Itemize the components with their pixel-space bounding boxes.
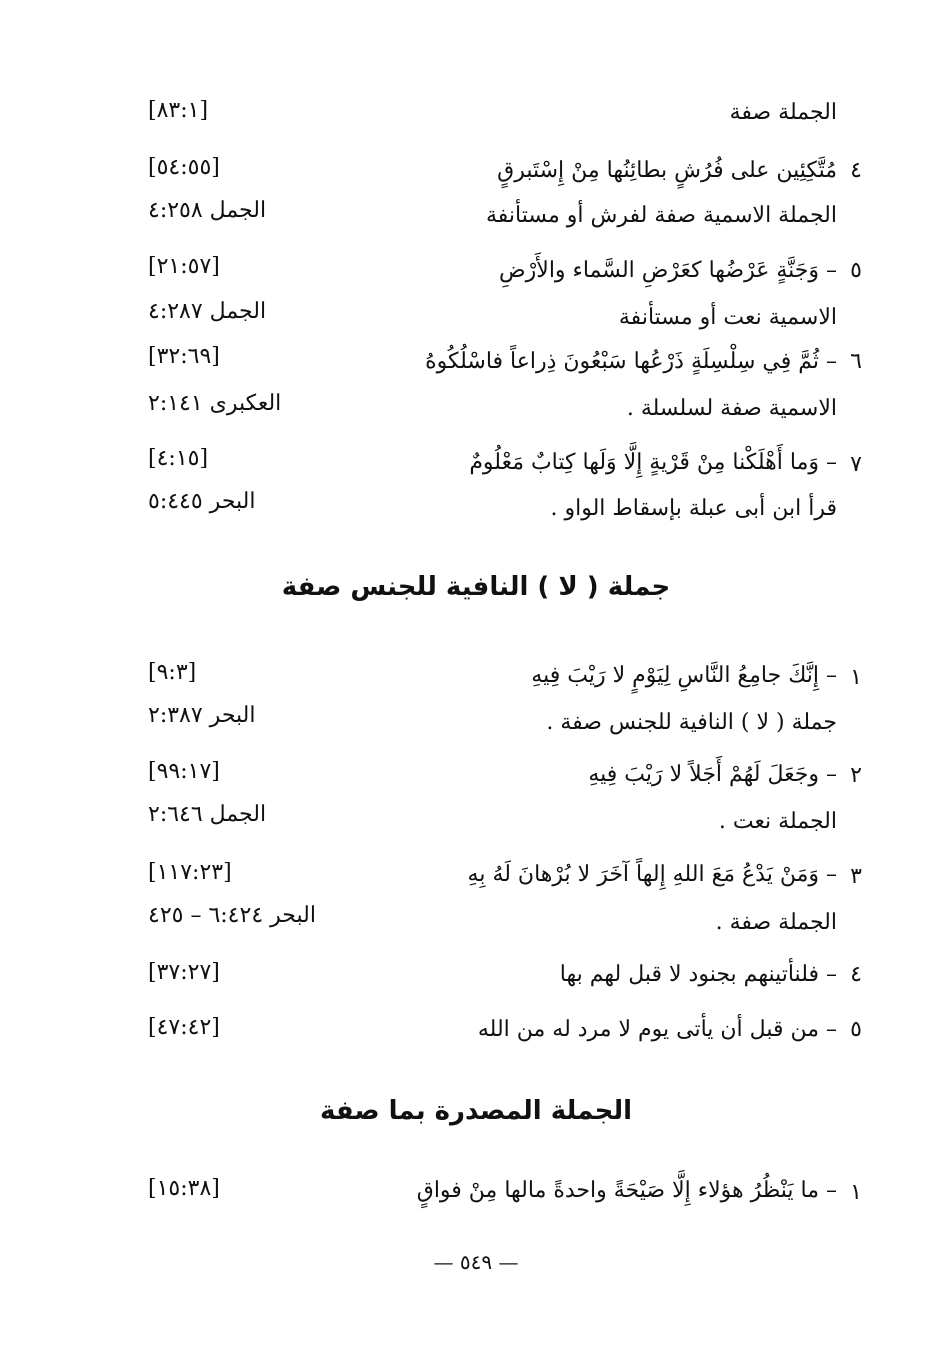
section-heading: جملة ( لا ) النافية للجنس صفة — [281, 572, 671, 602]
source-citation: البحر ٦:٤٢٤ – ٤٢٥ — [148, 903, 316, 928]
example-text: – من قبل أن يأتى يوم لا مرد له من الله — [477, 1017, 837, 1042]
source-citation: الجمل ٤:٢٨٧ — [148, 299, 267, 324]
verse-reference: [١٥:٣٨] — [148, 1176, 220, 1201]
verse-reference: [٩٩:١٧] — [148, 759, 220, 784]
example-text: – وَجَنَّةٍ عَرْضُها كعَرْضِ السَّماء والأَرْضِ — [499, 258, 837, 283]
item-number: ٥ — [850, 1017, 862, 1042]
example-text: – وَمَنْ يَدْعُ مَعَ اللهِ إِلهاً آخَرَ لا بُرْهانَ لَهُ بِهِ — [467, 862, 837, 887]
item-number: ٢ — [850, 763, 862, 788]
example-text: – وجَعَلَ لَهُمْ أَجَلاً لا رَيْبَ فِيهِ — [588, 762, 837, 787]
example-text: مُتَّكِئِين على فُرُشٍ بطائِنُها مِنْ إِسْتَبرقٍ — [497, 158, 837, 183]
verse-reference: [١١٧:٢٣] — [148, 860, 232, 885]
item-number: ١ — [850, 1180, 862, 1205]
note-text: الجملة صفة . — [715, 910, 837, 935]
note-text: قرأ ابن أبى عبلة بإسقاط الواو . — [550, 496, 837, 521]
page-number: — ٥٤٩ — — [433, 1250, 519, 1274]
item-number: ٤ — [850, 158, 862, 183]
example-text: – إِنَّكَ جامِعُ النَّاسِ لِيَوْمٍ لا رَيْبَ فِيهِ — [531, 663, 837, 688]
verse-reference: [٣٧:٢٧] — [148, 960, 220, 985]
source-citation: الجمل ٢:٦٤٦ — [148, 802, 267, 827]
note-text: جملة ( لا ) النافية للجنس صفة . — [546, 710, 837, 735]
source-citation: البحر ٢:٣٨٧ — [148, 703, 256, 728]
verse-reference: [٣٢:٦٩] — [148, 344, 220, 369]
note-text: الاسمية نعت أو مستأنفة — [618, 305, 837, 330]
verse-reference: [٥٤:٥٥] — [148, 155, 220, 180]
example-text: – ما يَنْظُرُ هؤلاء إِلَّا صَيْحَةً واحدةً مالها مِنْ فواقٍ — [416, 1178, 837, 1203]
section-heading: الجملة المصدرة بما صفة — [320, 1096, 632, 1126]
item-number: ٦ — [850, 349, 862, 374]
example-text: – ثُمَّ فِي سِلْسِلَةٍ ذَرْعُها سَبْعُونَ ذِراعاً فاسْلُكُوهُ — [425, 349, 837, 374]
item-number: ٥ — [850, 258, 862, 283]
example-text: – فلنأتينهم بجنود لا قبل لهم بها — [559, 962, 837, 987]
source-citation: الجمل ٤:٢٥٨ — [148, 198, 267, 223]
item-number: ١ — [850, 665, 862, 690]
verse-reference: [٨٣:١] — [148, 98, 209, 123]
source-citation: العكبرى ٢:١٤١ — [148, 391, 282, 416]
verse-reference: [٤٧:٤٢] — [148, 1015, 220, 1040]
note-text: الجملة نعت . — [718, 809, 837, 834]
source-citation: البحر ٥:٤٤٥ — [148, 489, 256, 514]
example-text: الجملة صفة — [729, 100, 837, 125]
item-number: ٧ — [850, 452, 862, 477]
example-text: – وَما أَهْلَكْنا مِنْ قَرْيةٍ إِلَّا وَلَها كِتابٌ مَعْلُومٌ — [469, 450, 837, 475]
note-text: الاسمية صفة لسلسلة . — [626, 396, 837, 421]
verse-reference: [٢١:٥٧] — [148, 254, 220, 279]
item-number: ٣ — [850, 864, 862, 889]
note-text: الجملة الاسمية صفة لفرش أو مستأنفة — [486, 203, 837, 228]
verse-reference: [٤:١٥] — [148, 446, 209, 471]
verse-reference: [٩:٣] — [148, 660, 197, 685]
item-number: ٤ — [850, 962, 862, 987]
